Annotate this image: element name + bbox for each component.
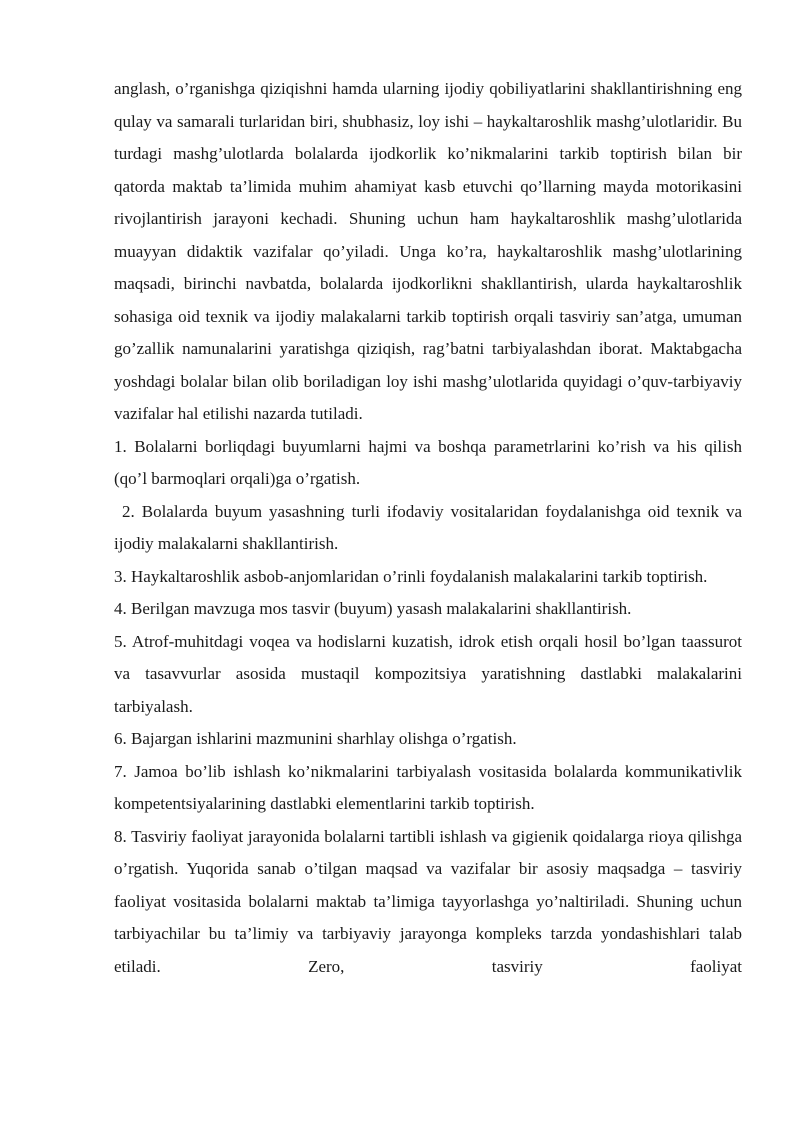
- document-body: [114, 73, 742, 983]
- paragraph-intro: anglash, o’rganishga qiziqishni hamda ularning ijodiy qobiliyatlarini shakllantirishning eng qulay va samarali turlaridan biri, shubhasiz, loy ishi – haykaltaroshlik mashg’ulotlaridir. Bu turdagi mashg’ulotlarda bolalarda ijodkorlik ko’nikmalarini tarkib toptirish bilan bir qatorda maktab ta’limida muhim ahamiyat kasb etuvchi qo’llarning mayda motorikasini rivojlantirish jarayoni kechadi. Shuning uchun ham haykaltaroshlik mashg’ulotlarida muayyan didaktik vazifalar qo’yiladi. Unga ko’ra, haykaltaroshlik mashg’ulotlarining maqsadi, birinchi navbatda, bolalarda ijodkorlikni shakllantirish, ularda haykaltaroshlik sohasiga oid texnik va ijodiy malakalarni tarkib toptirish orqali tasviriy san’atga, umuman go’zallik namunalarini yaratishga qiziqish, rag’batni tarbiyalashdan iborat. Maktabgacha yoshdagi bolalar bilan olib boriladigan loy ishi mashg’ulotlarida quyidagi o’quv-tarbiyaviy vazifalar hal etilishi nazarda tutiladi.: [114, 79, 742, 423]
- list-item-7: 7. Jamoa bo’lib ishlash ko’nikmalarini tarbiyalash vositasida bolalarda kommunikativlik kompetentsiyalarining dastlabki elementlarini tarkib toptirish.: [114, 761, 742, 813]
- list-item-1: 1. Bolalarni borliqdagi buyumlarni hajmi va boshqa parametrlarini ko’rish va his qilish (qo’l barmoqlari orqali)ga o’rgatish.: [114, 436, 742, 488]
- list-item-6: 6. Bajargan ishlarini mazmunini sharhlay olishga o’rgatish.: [114, 729, 517, 748]
- list-item-4: 4. Berilgan mavzuga mos tasvir (buyum) yasash malakalarini shakllantirish.: [114, 599, 632, 618]
- list-item-8: 8. Tasviriy faoliyat jarayonida bolalarni tartibli ishlash va gigienik qoidalarga rioya qilishga o’rgatish. Yuqorida sanab o’tilgan maqsad va vazifalar bir asosiy maqsadga – tasviriy faoliyat vositasida bolalarni maktab ta’limiga tayyorlashga yo’naltiriladi. Shuning uchun tarbiyachilar bu ta’limiy va tarbiyaviy jarayonga kompleks tarzda yondashishlari talab etiladi. Zero, tasviriy faoliyat: [114, 826, 742, 976]
- list-item-2: 2. Bolalarda buyum yasashning turli ifodaviy vositalaridan foydalanishga oid texnik va ijodiy malakalarni shakllantirish.: [114, 501, 742, 553]
- list-item-3: 3. Haykaltaroshlik asbob-anjomlaridan o’rinli foydalanish malakalarini tarkib toptirish.: [114, 566, 708, 586]
- list-item-5: 5. Atrof-muhitdagi voqea va hodislarni kuzatish, idrok etish orqali hosil bo’lgan taassurot va tasavvurlar asosida mustaqil kompozitsiya yaratishning dastlabki malakalarini tarbiyalash.: [114, 631, 742, 716]
